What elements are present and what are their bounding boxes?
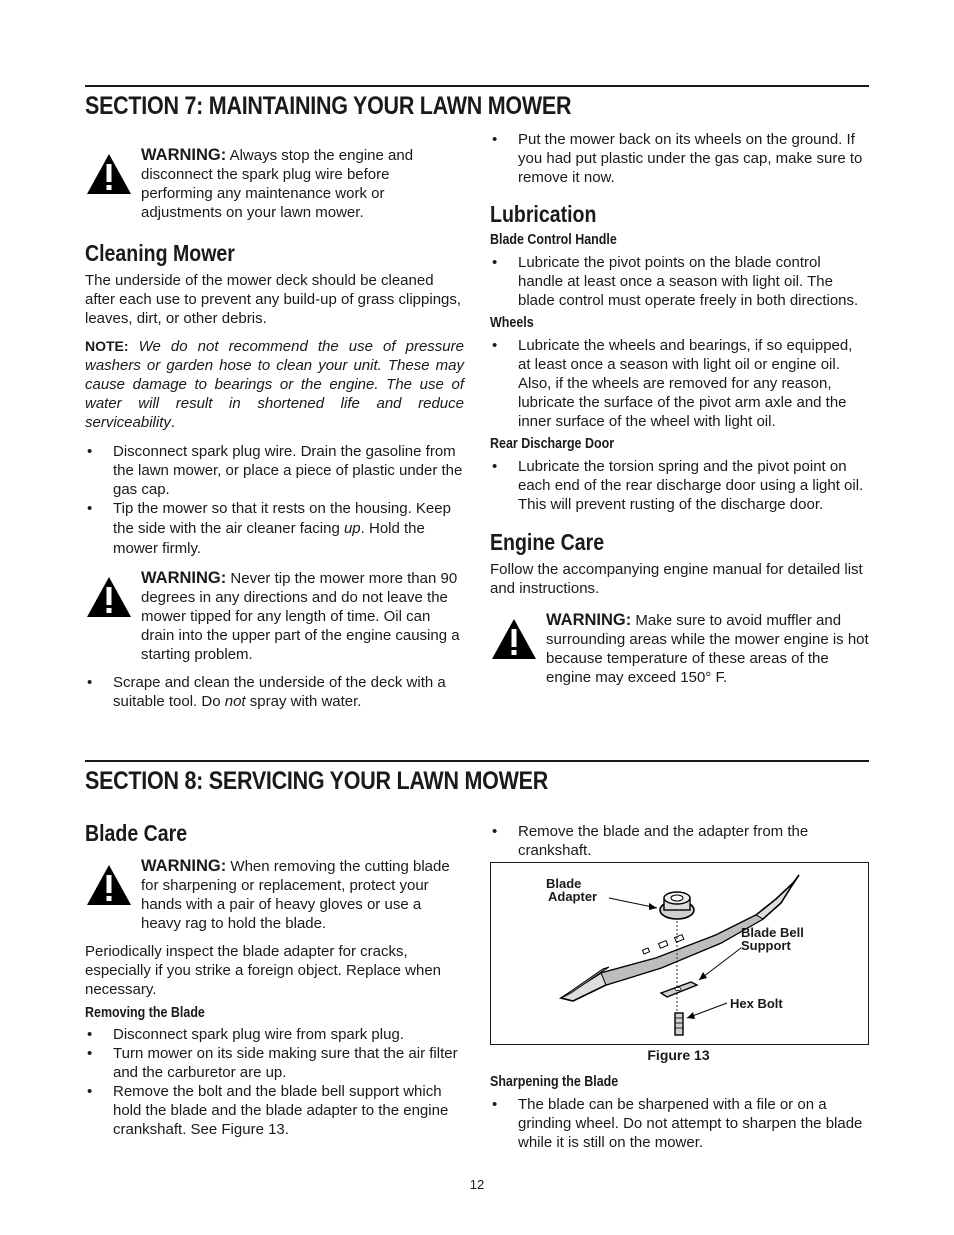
- list-item: • Disconnect spark plug wire from spark plug.: [85, 1025, 464, 1044]
- section-7-right-column: [490, 130, 869, 687]
- cleaning-mower-heading: Cleaning Mower: [85, 240, 235, 266]
- label-hex-bolt: Hex Bolt: [730, 996, 783, 1011]
- warning-text: Always stop the engine and disconnect the spark plug wire before performing any maintenance work or adjustments on your lawn mower.: [141, 147, 414, 221]
- note-text: We do not recommend the use of pressure washers or garden hose to clean your unit. These may cause damage to bearings or the engine. The use of water will result in shortened life and reduce serviceability: [85, 338, 464, 431]
- wheels-list: [490, 336, 869, 431]
- section-7-rule: [85, 85, 869, 87]
- warning-text: When removing the cutting blade for sharpening or replacement, protect your hands with a pair of heavy gloves or use a heavy rag to hold the blade.: [141, 858, 450, 932]
- list-item: • The blade can be sharpened with a file or on a grinding wheel. Do not attempt to sharpen the blade while it is still on the mower.: [490, 1095, 869, 1152]
- engine-care-text: Follow the accompanying engine manual for detailed list and instructions.: [490, 561, 863, 597]
- wheels-heading: Wheels: [490, 315, 534, 331]
- cleaning-final-step: [490, 130, 869, 187]
- section-7-left-column: [85, 146, 464, 711]
- section-8-left-column: [85, 819, 464, 1139]
- cleaning-steps: [85, 442, 464, 559]
- cleaning-steps-continued: [85, 673, 464, 711]
- section-8-rule: [85, 760, 869, 762]
- list-item: • Lubricate the torsion spring and the pivot point on each end of the rear discharge door using a light oil. This will prevent rusting of the discharge door.: [490, 457, 869, 514]
- figure-13-blade-diagram: [490, 862, 869, 1045]
- engine-care-heading: Engine Care: [490, 529, 605, 555]
- warning-text: Never tip the mower more than 90 degrees in any directions and do not leave the mower tipped for any length of time. Oil can drain into the upper part of the engine causing a starting problem.: [141, 570, 460, 663]
- figure-13-caption: Figure 13: [647, 1047, 710, 1063]
- warning-label: WARNING:: [141, 857, 227, 875]
- section-8-title: SECTION 8: SERVICING YOUR LAWN MOWER: [85, 767, 548, 795]
- list-item: • Remove the blade and the adapter from the crankshaft.: [490, 822, 869, 860]
- list-item: • Lubricate the wheels and bearings, if so equipped, at least once a season with light oil or engine oil. Also, if the wheels are removed for any reason, lubricate the surface of the pivot arm axle and the inner surface of the wheel with light oil.: [490, 336, 869, 431]
- warning-label: WARNING:: [141, 569, 227, 587]
- label-blade-adapter: Blade Adapter: [546, 876, 598, 904]
- section-8-right-column: [490, 822, 869, 1152]
- section-7-title: SECTION 7: MAINTAINING YOUR LAWN MOWER: [85, 92, 572, 120]
- list-item: • Remove the bolt and the blade bell support which hold the blade and the blade adapter to the engine crankshaft. See Figure 13.: [85, 1082, 464, 1139]
- warning-label: WARNING:: [546, 611, 632, 629]
- blade-inspect-text: Periodically inspect the blade adapter for cracks, especially if you strike a foreign object. Replace when necessary.: [85, 943, 442, 998]
- warning-triangle-icon: [85, 575, 133, 619]
- list-item: • Scrape and clean the underside of the deck with a suitable tool. Do not spray with water.: [85, 673, 464, 711]
- list-item: • Turn mower on its side making sure that the air filter and the carburetor are up.: [85, 1044, 464, 1082]
- list-item: • Tip the mower so that it rests on the housing. Keep the side with the air cleaner facing up. Hold the mower firmly.: [85, 499, 464, 559]
- cleaning-intro: The underside of the mower deck should be cleaned after each use to prevent any build-up of grass clippings, leaves, dirt, or other debris.: [85, 272, 462, 327]
- rear-discharge-door-heading: Rear Discharge Door: [490, 436, 615, 452]
- blade-control-list: [490, 253, 869, 310]
- warning-triangle-icon: [490, 617, 538, 661]
- warning-blade-gloves: [85, 857, 464, 933]
- list-item: • Put the mower back on its wheels on the ground. If you had put plastic under the gas cap, make sure to remove it now.: [490, 130, 869, 187]
- sharpening-steps: [490, 1095, 869, 1152]
- blade-control-handle-heading: Blade Control Handle: [490, 232, 617, 248]
- sharpening-the-blade-heading: Sharpening the Blade: [490, 1074, 619, 1090]
- page-number: 12: [469, 1177, 485, 1192]
- warning-text: Make sure to avoid muffler and surrounding areas while the mower engine is hot because temperature of these areas of the engine may exceed 150° F.: [546, 612, 869, 686]
- warning-label: WARNING:: [141, 146, 227, 164]
- warning-tip-mower: [85, 569, 464, 664]
- cleaning-note: [85, 337, 464, 432]
- note-label: NOTE:: [85, 338, 129, 354]
- label-blade-bell-support: Blade Bell Support: [741, 925, 804, 953]
- warning-triangle-icon: [85, 863, 133, 907]
- warning-triangle-icon: [85, 152, 133, 196]
- list-item: • Disconnect spark plug wire. Drain the gasoline from the lawn mower, or place a piece of plastic under the gas cap.: [85, 442, 464, 499]
- warning-muffler: [490, 611, 869, 687]
- blade-care-heading: Blade Care: [85, 820, 188, 846]
- note-end: .: [170, 414, 176, 431]
- rear-door-list: [490, 457, 869, 514]
- removing-blade-steps: [85, 1025, 464, 1139]
- lubrication-heading: Lubrication: [490, 201, 597, 227]
- warning-stop-engine: [85, 146, 464, 222]
- removing-blade-final-step: [490, 822, 869, 860]
- removing-the-blade-heading: Removing the Blade: [85, 1005, 205, 1021]
- list-item: • Lubricate the pivot points on the blade control handle at least once a season with light oil. The blade control must operate freely in both directions.: [490, 253, 869, 310]
